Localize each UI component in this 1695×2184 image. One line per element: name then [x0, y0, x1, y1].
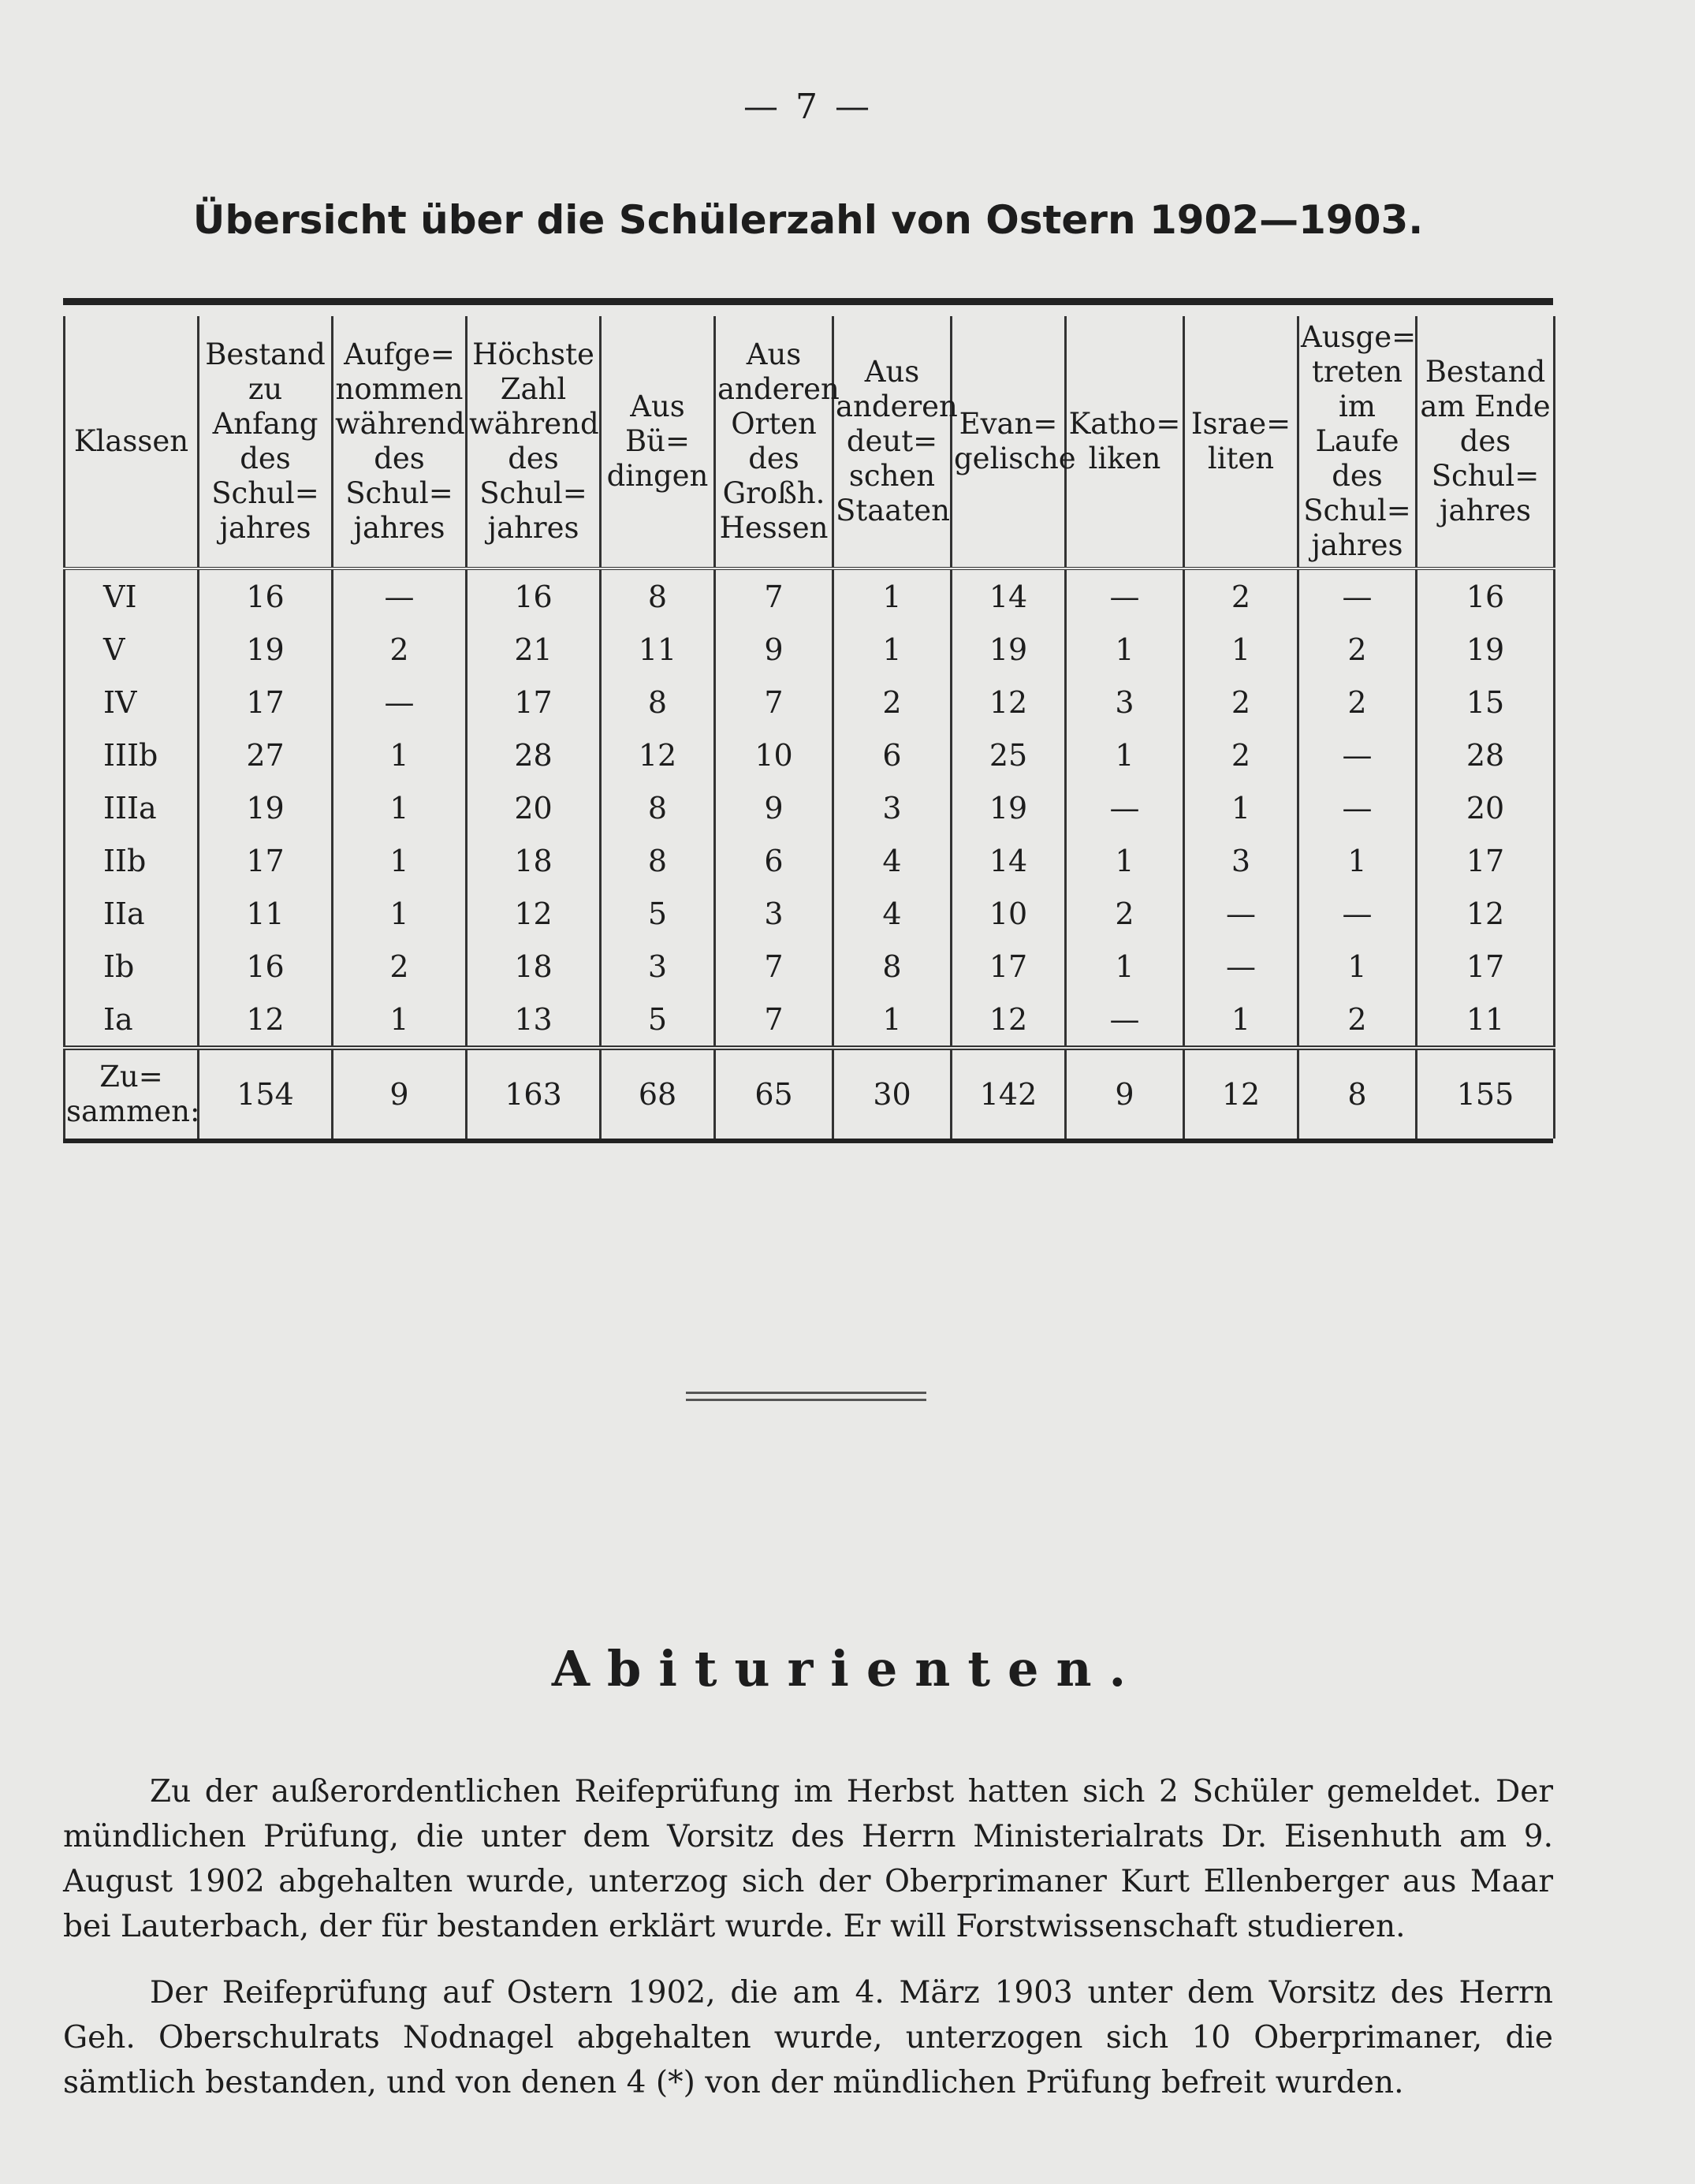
- table-cell: —: [1298, 887, 1417, 940]
- table-cell: 25: [952, 729, 1066, 781]
- table-cell: 1: [333, 993, 467, 1048]
- table-cell: 8: [601, 568, 715, 623]
- table-cell: 17: [952, 940, 1066, 993]
- table-cell: 11: [1417, 993, 1555, 1048]
- table-row: [65, 834, 1555, 887]
- table-cell: 2: [1184, 729, 1298, 781]
- table-cell: —: [1066, 993, 1184, 1048]
- table-row: [65, 729, 1555, 781]
- table-cell: 5: [601, 993, 715, 1048]
- table-cell: 3: [601, 940, 715, 993]
- total-cell: 154: [199, 1048, 333, 1139]
- table-cell: —: [1066, 781, 1184, 834]
- total-cell: 163: [467, 1048, 601, 1139]
- table-cell: 1: [1184, 623, 1298, 676]
- table-cell: 17: [467, 676, 601, 729]
- table-cell: 1: [1298, 940, 1417, 993]
- table-cell: 19: [952, 781, 1066, 834]
- table-cell: 9: [715, 623, 833, 676]
- total-cell: 12: [1184, 1048, 1298, 1139]
- table-cell: 12: [199, 993, 333, 1048]
- total-label-cell: Zu= sammen:: [65, 1048, 199, 1139]
- table-cell: 2: [333, 940, 467, 993]
- paragraph: Zu der außerordentlichen Reifeprüfung im Herbst hatten sich 2 Schüler gemeldet. Der mündlichen Prüfung, die unter dem Vorsitz des Herrn Ministerialrats Dr. Eisenhuth am 9. August 1902 abgehalten wurde, unterzog sich der Oberprimaner Kurt Ellenberger aus Maar bei Lauterbach, der für bestanden erklärt wurde. Er will Forstwissenschaft studieren.: [63, 1774, 1553, 1944]
- table-cell: 14: [952, 568, 1066, 623]
- table-row: [65, 781, 1555, 834]
- table-cell: 1: [833, 568, 952, 623]
- table-cell: 18: [467, 940, 601, 993]
- table-cell: 3: [1066, 676, 1184, 729]
- enrollment-table-frame: [63, 298, 1553, 1143]
- table-cell: 1: [1066, 940, 1184, 993]
- table-cell: 1: [333, 729, 467, 781]
- table-cell: 16: [467, 568, 601, 623]
- table-cell: 8: [601, 676, 715, 729]
- class-name-cell: Ia: [65, 993, 199, 1048]
- table-cell: 4: [833, 887, 952, 940]
- table-cell: 19: [199, 781, 333, 834]
- table-cell: 17: [1417, 834, 1555, 887]
- table-title: Übersicht über die Schülerzahl von Ostern 1902—1903.: [192, 197, 1424, 243]
- table-cell: 16: [1417, 568, 1555, 623]
- header-cell: Aus Bü= dingen: [601, 316, 715, 568]
- table-cell: 11: [601, 623, 715, 676]
- total-cell: 155: [1417, 1048, 1555, 1139]
- section-divider: [686, 1392, 926, 1401]
- class-name-cell: IIIa: [65, 781, 199, 834]
- table-cell: 20: [1417, 781, 1555, 834]
- table-cell: 16: [199, 940, 333, 993]
- table-cell: 1: [1184, 781, 1298, 834]
- table-cell: 17: [1417, 940, 1555, 993]
- table-cell: 7: [715, 940, 833, 993]
- table-cell: 14: [952, 834, 1066, 887]
- table-cell: 8: [601, 781, 715, 834]
- table-cell: 1: [1184, 993, 1298, 1048]
- table-cell: 6: [715, 834, 833, 887]
- table-body: [65, 568, 1555, 1048]
- class-name-cell: IIa: [65, 887, 199, 940]
- table-cell: 3: [833, 781, 952, 834]
- table-cell: —: [1184, 940, 1298, 993]
- class-name-cell: IV: [65, 676, 199, 729]
- table-cell: 12: [1417, 887, 1555, 940]
- class-name-cell: IIIb: [65, 729, 199, 781]
- table-cell: 19: [1417, 623, 1555, 676]
- header-cell: Bestand zu Anfang des Schul= jahres: [199, 316, 333, 568]
- table-cell: 2: [1184, 676, 1298, 729]
- header-cell: Klassen: [65, 316, 199, 568]
- table-cell: 12: [952, 993, 1066, 1048]
- table-cell: 3: [1184, 834, 1298, 887]
- table-cell: —: [333, 568, 467, 623]
- total-cell: 30: [833, 1048, 952, 1139]
- table-cell: 19: [199, 623, 333, 676]
- page-number: — 7 —: [743, 87, 873, 127]
- header-cell: Israe= liten: [1184, 316, 1298, 568]
- header-cell: Katho= liken: [1066, 316, 1184, 568]
- enrollment-table: [63, 316, 1555, 1139]
- table-cell: 2: [1184, 568, 1298, 623]
- table-row: [65, 623, 1555, 676]
- table-cell: 5: [601, 887, 715, 940]
- table-cell: —: [1184, 887, 1298, 940]
- header-row: [65, 316, 1555, 568]
- table-cell: —: [1298, 568, 1417, 623]
- table-cell: 2: [833, 676, 952, 729]
- header-cell: Ausge= treten im Laufe des Schul= jahres: [1298, 316, 1417, 568]
- table-cell: 28: [467, 729, 601, 781]
- table-cell: 1: [1066, 729, 1184, 781]
- total-cell: 65: [715, 1048, 833, 1139]
- class-name-cell: VI: [65, 568, 199, 623]
- table-cell: 19: [952, 623, 1066, 676]
- table-row: [65, 676, 1555, 729]
- table-cell: 1: [333, 781, 467, 834]
- table-row: [65, 887, 1555, 940]
- table-cell: 7: [715, 676, 833, 729]
- table-row: [65, 993, 1555, 1048]
- table-cell: —: [1298, 781, 1417, 834]
- header-cell: Höchste Zahl während des Schul= jahres: [467, 316, 601, 568]
- table-cell: 4: [833, 834, 952, 887]
- table-cell: —: [1066, 568, 1184, 623]
- table-cell: 21: [467, 623, 601, 676]
- table-cell: —: [1298, 729, 1417, 781]
- table-cell: 12: [952, 676, 1066, 729]
- table-cell: 10: [952, 887, 1066, 940]
- table-cell: 15: [1417, 676, 1555, 729]
- table-cell: 8: [601, 834, 715, 887]
- table-cell: 2: [1298, 993, 1417, 1048]
- total-cell: 68: [601, 1048, 715, 1139]
- table-cell: —: [333, 676, 467, 729]
- table-cell: 8: [833, 940, 952, 993]
- table-cell: 20: [467, 781, 601, 834]
- table-cell: 1: [1298, 834, 1417, 887]
- table-cell: 11: [199, 887, 333, 940]
- table-cell: 2: [1298, 623, 1417, 676]
- class-name-cell: IIb: [65, 834, 199, 887]
- table-cell: 27: [199, 729, 333, 781]
- table-cell: 16: [199, 568, 333, 623]
- table-cell: 1: [833, 623, 952, 676]
- table-cell: 12: [601, 729, 715, 781]
- header-cell: Evan= gelische: [952, 316, 1066, 568]
- table-cell: 1: [333, 887, 467, 940]
- total-cell: 9: [1066, 1048, 1184, 1139]
- table-row: [65, 568, 1555, 623]
- table-cell: 17: [199, 676, 333, 729]
- paragraph: Der Reifeprüfung auf Ostern 1902, die am 4. März 1903 unter dem Vorsitz des Herrn Geh. Oberschulrats Nodnagel abgehalten wurde, unterzogen sich 10 Oberprimaner, die sämtlich bestanden, und von denen 4 (*) von der mündlichen Prüfung befreit wurden.: [63, 1975, 1553, 2100]
- header-cell: Aus anderen Orten des Großh. Hessen: [715, 316, 833, 568]
- table-cell: 2: [1066, 887, 1184, 940]
- table-cell: 17: [199, 834, 333, 887]
- table-cell: 7: [715, 568, 833, 623]
- header-cell: Bestand am Ende des Schul= jahres: [1417, 316, 1555, 568]
- table-cell: 10: [715, 729, 833, 781]
- class-name-cell: V: [65, 623, 199, 676]
- class-name-cell: Ib: [65, 940, 199, 993]
- table-cell: 28: [1417, 729, 1555, 781]
- header-cell: Aufge= nommen während des Schul= jahres: [333, 316, 467, 568]
- table-cell: 18: [467, 834, 601, 887]
- total-row: [65, 1048, 1555, 1139]
- header-cell: Aus anderen deut= schen Staaten: [833, 316, 952, 568]
- section-heading: Abiturienten.: [551, 1640, 1144, 1698]
- table-cell: 2: [333, 623, 467, 676]
- total-cell: 8: [1298, 1048, 1417, 1139]
- table-cell: 2: [1298, 676, 1417, 729]
- table-cell: 1: [1066, 834, 1184, 887]
- total-cell: 142: [952, 1048, 1066, 1139]
- table-cell: 12: [467, 887, 601, 940]
- table-cell: 7: [715, 993, 833, 1048]
- table-cell: 1: [333, 834, 467, 887]
- table-cell: 9: [715, 781, 833, 834]
- total-cell: 9: [333, 1048, 467, 1139]
- table-cell: 1: [1066, 623, 1184, 676]
- table-row: [65, 940, 1555, 993]
- table-cell: 3: [715, 887, 833, 940]
- table-cell: 13: [467, 993, 601, 1048]
- table-cell: 1: [833, 993, 952, 1048]
- table-cell: 6: [833, 729, 952, 781]
